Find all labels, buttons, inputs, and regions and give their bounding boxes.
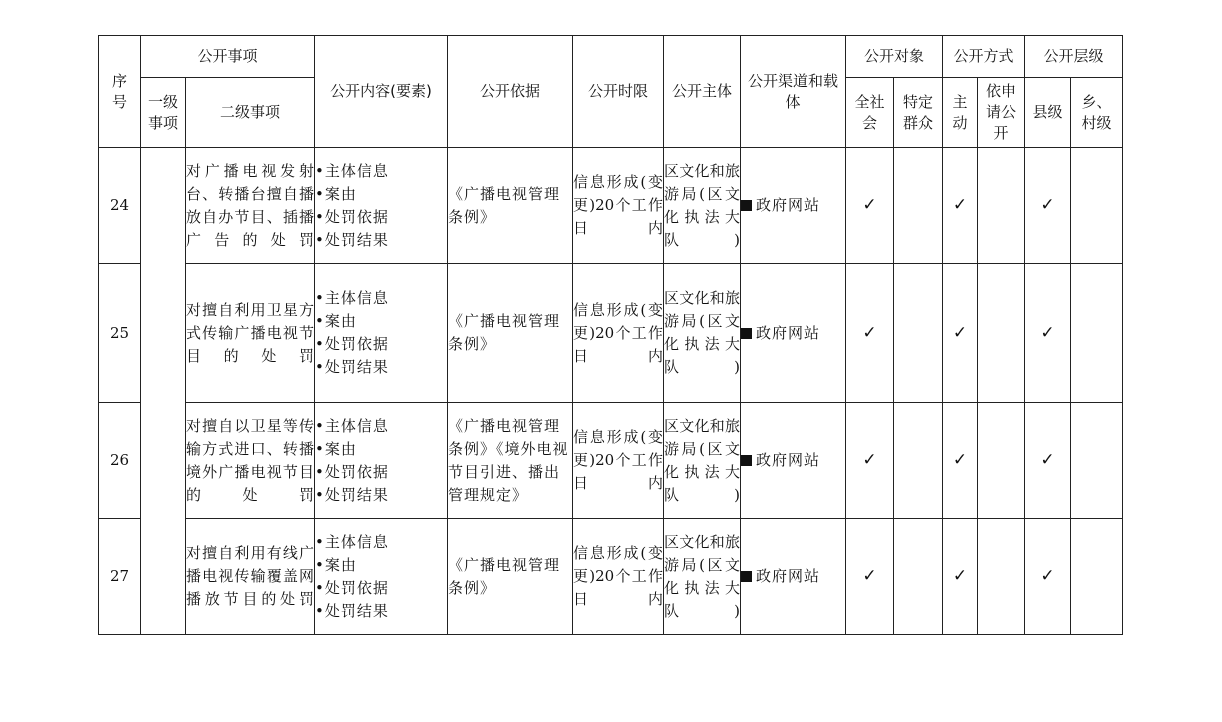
- content-item: • 处罚依据: [315, 333, 447, 356]
- row-time-limit: 信息形成(变更)20个工作日内: [573, 264, 664, 403]
- row-all-society: ✓: [846, 519, 894, 635]
- content-item: • 案由: [315, 438, 447, 461]
- header-town-village: 乡、村级: [1071, 78, 1123, 148]
- row-subject: 区文化和旅游局(区文化执法大队): [664, 148, 741, 264]
- content-item: • 案由: [315, 310, 447, 333]
- row-subject: 区文化和旅游局(区文化执法大队): [664, 264, 741, 403]
- table-row: [99, 148, 1123, 264]
- row-time-limit: 信息形成(变更)20个工作日内: [573, 403, 664, 519]
- channel-text: 政府网站: [756, 567, 821, 585]
- row-specific-group: [894, 519, 943, 635]
- content-item: • 处罚依据: [315, 461, 447, 484]
- row-all-society: ✓: [846, 264, 894, 403]
- square-bullet-icon: [741, 571, 752, 582]
- header-all-society: 全社会: [846, 78, 894, 148]
- row-channel: [741, 148, 846, 264]
- header-basis: 公开依据: [448, 36, 573, 148]
- row-seq: 27: [99, 519, 141, 635]
- header-items: 公开事项: [141, 36, 315, 78]
- square-bullet-icon: [741, 200, 752, 211]
- content-item: • 处罚依据: [315, 206, 447, 229]
- header-target: 公开对象: [846, 36, 943, 78]
- header-county: 县级: [1025, 78, 1071, 148]
- row-county: ✓: [1025, 148, 1071, 264]
- content-item: • 主体信息: [315, 287, 447, 310]
- header-level: 公开层级: [1025, 36, 1123, 78]
- content-item: • 处罚结果: [315, 229, 447, 252]
- row-item: 对擅自以卫星等传输方式进口、转播境外广播电视节目的处罚: [186, 403, 315, 519]
- row-on-request: [978, 148, 1025, 264]
- row-county: ✓: [1025, 403, 1071, 519]
- content-item: • 主体信息: [315, 531, 447, 554]
- disclosure-table: [98, 35, 1123, 635]
- content-item: • 案由: [315, 183, 447, 206]
- row-time-limit: 信息形成(变更)20个工作日内: [573, 148, 664, 264]
- row-all-society: ✓: [846, 148, 894, 264]
- row-county: ✓: [1025, 519, 1071, 635]
- row-channel: [741, 403, 846, 519]
- row-content: [315, 403, 448, 519]
- row-on-request: [978, 519, 1025, 635]
- row-active: ✓: [943, 519, 978, 635]
- channel-text: 政府网站: [756, 451, 821, 469]
- header-channel: 公开渠道和载体: [741, 36, 846, 148]
- table-row: [99, 264, 1123, 403]
- header-row-1: [99, 36, 1123, 78]
- row-subject: 区文化和旅游局(区文化执法大队): [664, 519, 741, 635]
- header-subject: 公开主体: [664, 36, 741, 148]
- row-specific-group: [894, 148, 943, 264]
- row-basis: 《广播电视管理条例》: [448, 264, 573, 403]
- header-method: 公开方式: [943, 36, 1025, 78]
- channel-text: 政府网站: [756, 196, 821, 214]
- row-county: ✓: [1025, 264, 1071, 403]
- row-seq: 24: [99, 148, 141, 264]
- row-town-village: [1071, 264, 1123, 403]
- content-item: • 处罚结果: [315, 484, 447, 507]
- row-channel: [741, 264, 846, 403]
- content-item: • 处罚结果: [315, 600, 447, 623]
- row-town-village: [1071, 148, 1123, 264]
- row-item: 对擅自利用有线广播电视传输覆盖网播放节目的处罚: [186, 519, 315, 635]
- level1-cell: [141, 148, 186, 635]
- row-content: [315, 264, 448, 403]
- row-on-request: [978, 403, 1025, 519]
- row-specific-group: [894, 264, 943, 403]
- content-item: • 处罚结果: [315, 356, 447, 379]
- header-content: 公开内容(要素): [315, 36, 448, 148]
- row-basis: 《广播电视管理条例》《境外电视节目引进、播出管理规定》: [448, 403, 573, 519]
- row-specific-group: [894, 403, 943, 519]
- header-time-limit: 公开时限: [573, 36, 664, 148]
- header-level2: 二级事项: [186, 78, 315, 148]
- row-channel: [741, 519, 846, 635]
- content-item: • 主体信息: [315, 415, 447, 438]
- row-active: ✓: [943, 264, 978, 403]
- row-active: ✓: [943, 403, 978, 519]
- channel-text: 政府网站: [756, 323, 821, 342]
- content-item: • 处罚依据: [315, 577, 447, 600]
- row-seq: 26: [99, 403, 141, 519]
- row-subject: 区文化和旅游局(区文化执法大队): [664, 403, 741, 519]
- content-item: • 案由: [315, 554, 447, 577]
- row-content: [315, 148, 448, 264]
- row-on-request: [978, 264, 1025, 403]
- row-active: ✓: [943, 148, 978, 264]
- row-all-society: ✓: [846, 403, 894, 519]
- row-basis: 《广播电视管理条例》: [448, 148, 573, 264]
- header-level1: 一级事项: [141, 78, 186, 148]
- square-bullet-icon: [741, 455, 752, 466]
- row-time-limit: 信息形成(变更)20个工作日内: [573, 519, 664, 635]
- row-item: 对广播电视发射台、转播台擅自播放自办节目、插播广告的处罚: [186, 148, 315, 264]
- row-item: 对擅自利用卫星方式传输广播电视节目的处罚: [186, 264, 315, 403]
- row-town-village: [1071, 403, 1123, 519]
- row-town-village: [1071, 519, 1123, 635]
- square-bullet-icon: [741, 328, 752, 339]
- row-seq: 25: [99, 264, 141, 403]
- header-seq: 序号: [99, 36, 141, 148]
- row-basis: 《广播电视管理条例》: [448, 519, 573, 635]
- table-row: [99, 519, 1123, 635]
- header-specific-group: 特定群众: [894, 78, 943, 148]
- header-on-request: 依申请公开: [978, 78, 1025, 148]
- table-row: [99, 403, 1123, 519]
- row-content: [315, 519, 448, 635]
- header-active: 主动: [943, 78, 978, 148]
- content-item: • 主体信息: [315, 160, 447, 183]
